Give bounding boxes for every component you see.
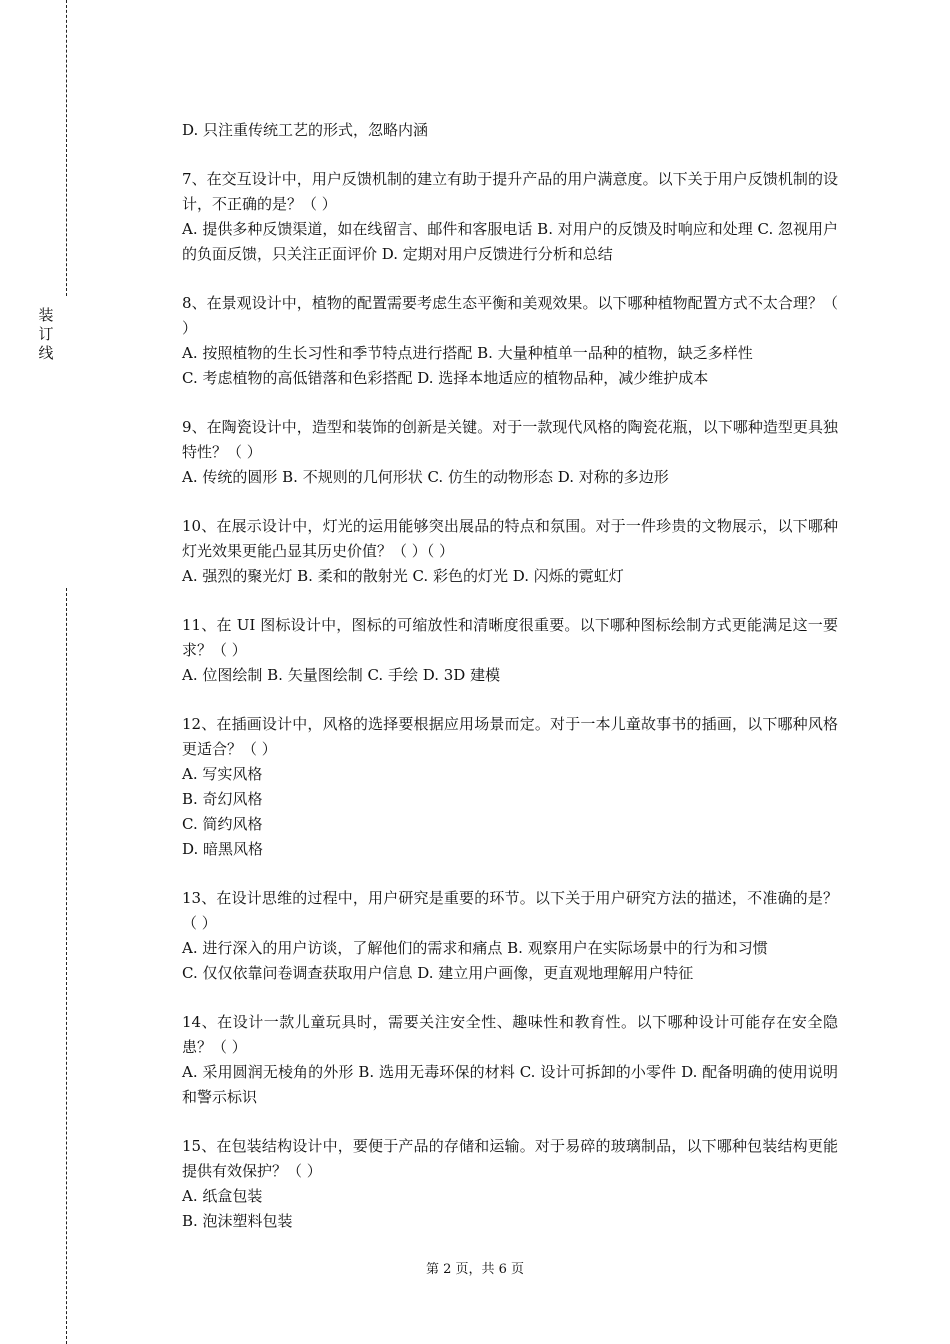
option-line: D. 暗黑风格 <box>182 840 264 858</box>
question-block <box>182 613 838 688</box>
question-block <box>182 514 838 589</box>
question-stem: 10、在展示设计中，灯光的运用能够突出展品的特点和氛围。对于一件珍贵的文物展示，以下哪种灯光效果更能凸显其历史价值？（ ）（ ） <box>182 517 838 560</box>
question-block <box>182 291 838 391</box>
question-block <box>182 712 838 862</box>
question-stem: 15、在包装结构设计中，要便于产品的存储和运输。对于易碎的玻璃制品，以下哪种包装结构更能提供有效保护？（ ） <box>182 1137 838 1180</box>
binding-line-top <box>66 0 67 296</box>
option-line: A. 位图绘制 B. 矢量图绘制 C. 手绘 D. 3D 建模 <box>182 666 501 684</box>
option-line: C. 简约风格 <box>182 815 263 833</box>
question-block <box>182 1010 838 1110</box>
binding-label: 装订线 <box>38 306 54 362</box>
option-line: D. 只注重传统工艺的形式，忽略内涵 <box>182 121 429 139</box>
question-stem: 13、在设计思维的过程中，用户研究是重要的环节。以下关于用户研究方法的描述，不准确的是？（ ） <box>182 889 838 932</box>
option-line: A. 提供多种反馈渠道，如在线留言、邮件和客服电话 B. 对用户的反馈及时响应和处理 C. 忽视用户的负面反馈，只关注正面评价 D. 定期对用户反馈进行分析和总结 <box>182 220 838 263</box>
question-stem: 8、在景观设计中，植物的配置需要考虑生态平衡和美观效果。以下哪种植物配置方式不太合理？（ ） <box>182 294 838 337</box>
question-list <box>182 167 838 1234</box>
page-footer: 第 2 页，共 6 页 <box>425 1262 525 1277</box>
question-block <box>182 1134 838 1234</box>
option-line: A. 进行深入的用户访谈，了解他们的需求和痛点 B. 观察用户在实际场景中的行为和习惯 <box>182 939 768 957</box>
option-line: A. 传统的圆形 B. 不规则的几何形状 C. 仿生的动物形态 D. 对称的多边形 <box>182 468 669 486</box>
option-line: C. 仅仅依靠问卷调查获取用户信息 D. 建立用户画像，更直观地理解用户特征 <box>182 964 694 982</box>
continued-option-block <box>182 118 838 143</box>
question-block <box>182 415 838 490</box>
option-line: A. 强烈的聚光灯 B. 柔和的散射光 C. 彩色的灯光 D. 闪烁的霓虹灯 <box>182 567 624 585</box>
option-line: C. 考虑植物的高低错落和色彩搭配 D. 选择本地适应的植物品种，减少维护成本 <box>182 369 709 387</box>
question-stem: 11、在 UI 图标设计中，图标的可缩放性和清晰度很重要。以下哪种图标绘制方式更能满足这一要求？（ ） <box>182 616 838 659</box>
option-line: B. 泡沫塑料包装 <box>182 1212 293 1230</box>
option-line: A. 写实风格 <box>182 765 263 783</box>
question-stem: 14、在设计一款儿童玩具时，需要关注安全性、趣味性和教育性。以下哪种设计可能存在安全隐患？（ ） <box>182 1013 838 1056</box>
option-line: A. 纸盒包装 <box>182 1187 263 1205</box>
binding-line-bottom <box>66 588 67 1344</box>
question-block <box>182 167 838 267</box>
question-block <box>182 886 838 986</box>
option-line: B. 奇幻风格 <box>182 790 263 808</box>
question-stem: 9、在陶瓷设计中，造型和装饰的创新是关键。对于一款现代风格的陶瓷花瓶，以下哪种造型更具独特性？（ ） <box>182 418 838 461</box>
option-line: A. 按照植物的生长习性和季节特点进行搭配 B. 大量种植单一品种的植物，缺乏多样性 <box>182 344 753 362</box>
question-content <box>182 118 838 1258</box>
option-line: A. 采用圆润无棱角的外形 B. 选用无毒环保的材料 C. 设计可拆卸的小零件 D. 配备明确的使用说明和警示标识 <box>182 1063 838 1106</box>
question-stem: 7、在交互设计中，用户反馈机制的建立有助于提升产品的用户满意度。以下关于用户反馈机制的设计，不正确的是？（ ） <box>182 170 838 213</box>
question-stem: 12、在插画设计中，风格的选择要根据应用场景而定。对于一本儿童故事书的插画，以下哪种风格更适合？（ ） <box>182 715 838 758</box>
